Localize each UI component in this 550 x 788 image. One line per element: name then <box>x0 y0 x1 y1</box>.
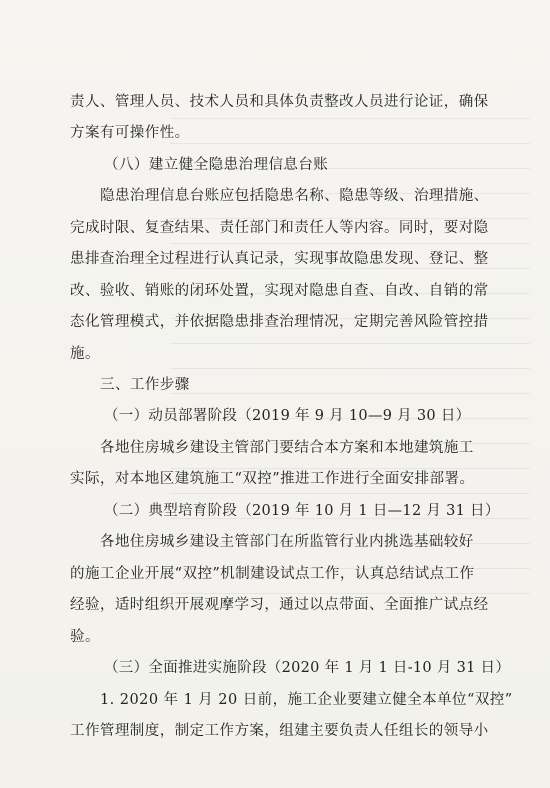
paragraph-line: 施。 <box>70 346 100 362</box>
paragraph-line: 1. 2020 年 1 月 20 日前，施工企业要建立健全本单位“双控” <box>100 692 513 708</box>
paragraph-line: 验。 <box>70 629 100 645</box>
paragraph-line: 方案有可操作性。 <box>70 125 190 141</box>
paragraph-line: 责人、管理人员、技术人员和具体负责整改人员进行论证，确保 <box>70 94 489 110</box>
paragraph-line: 患排查治理全过程进行认真记录，实现事故隐患发现、登记、整 <box>70 251 489 267</box>
paragraph-line: 隐患治理信息台账应包括隐患名称、隐患等级、治理措施、 <box>100 188 489 204</box>
subsection-heading: （一）动员部署阶段（2019 年 9 月 10—9 月 30 日） <box>104 408 471 424</box>
paragraph-line: 态化管理模式，并依据隐患排查治理情况，定期完善风险管控措 <box>70 314 489 330</box>
subsection-heading: （三）全面推进实施阶段（2020 年 1 月 1 日-10 月 31 日） <box>104 660 511 676</box>
section-heading: 三、工作步骤 <box>100 377 190 393</box>
paragraph-line: 实际，对本地区建筑施工“双控”推进工作进行全面安排部署。 <box>70 471 475 487</box>
paragraph-line: 各地住房城乡建设主管部门在所监管行业内挑选基础较好 <box>100 534 474 550</box>
paragraph-line: 的施工企业开展“双控”机制建设试点工作，认真总结试点工作 <box>70 566 475 582</box>
paragraph-line: 经验，适时组织开展观摩学习，通过以点带面、全面推广试点经 <box>70 597 489 613</box>
subsection-heading: （二）典型培育阶段（2019 年 10 月 1 日—12 月 31 日） <box>104 503 500 519</box>
paragraph-line: 完成时限、复查结果、责任部门和责任人等内容。同时，要对隐 <box>70 220 489 236</box>
subsection-heading: （八）建立健全隐患治理信息台账 <box>104 157 329 173</box>
paragraph-line: 改、验收、销账的闭环处置，实现对隐患自查、自改、自销的常 <box>70 283 489 299</box>
paragraph-line: 各地住房城乡建设主管部门要结合本方案和本地建筑施工 <box>100 440 474 456</box>
paragraph-line: 工作管理制度，制定工作方案，组建主要负责人任组长的领导小 <box>70 723 489 739</box>
